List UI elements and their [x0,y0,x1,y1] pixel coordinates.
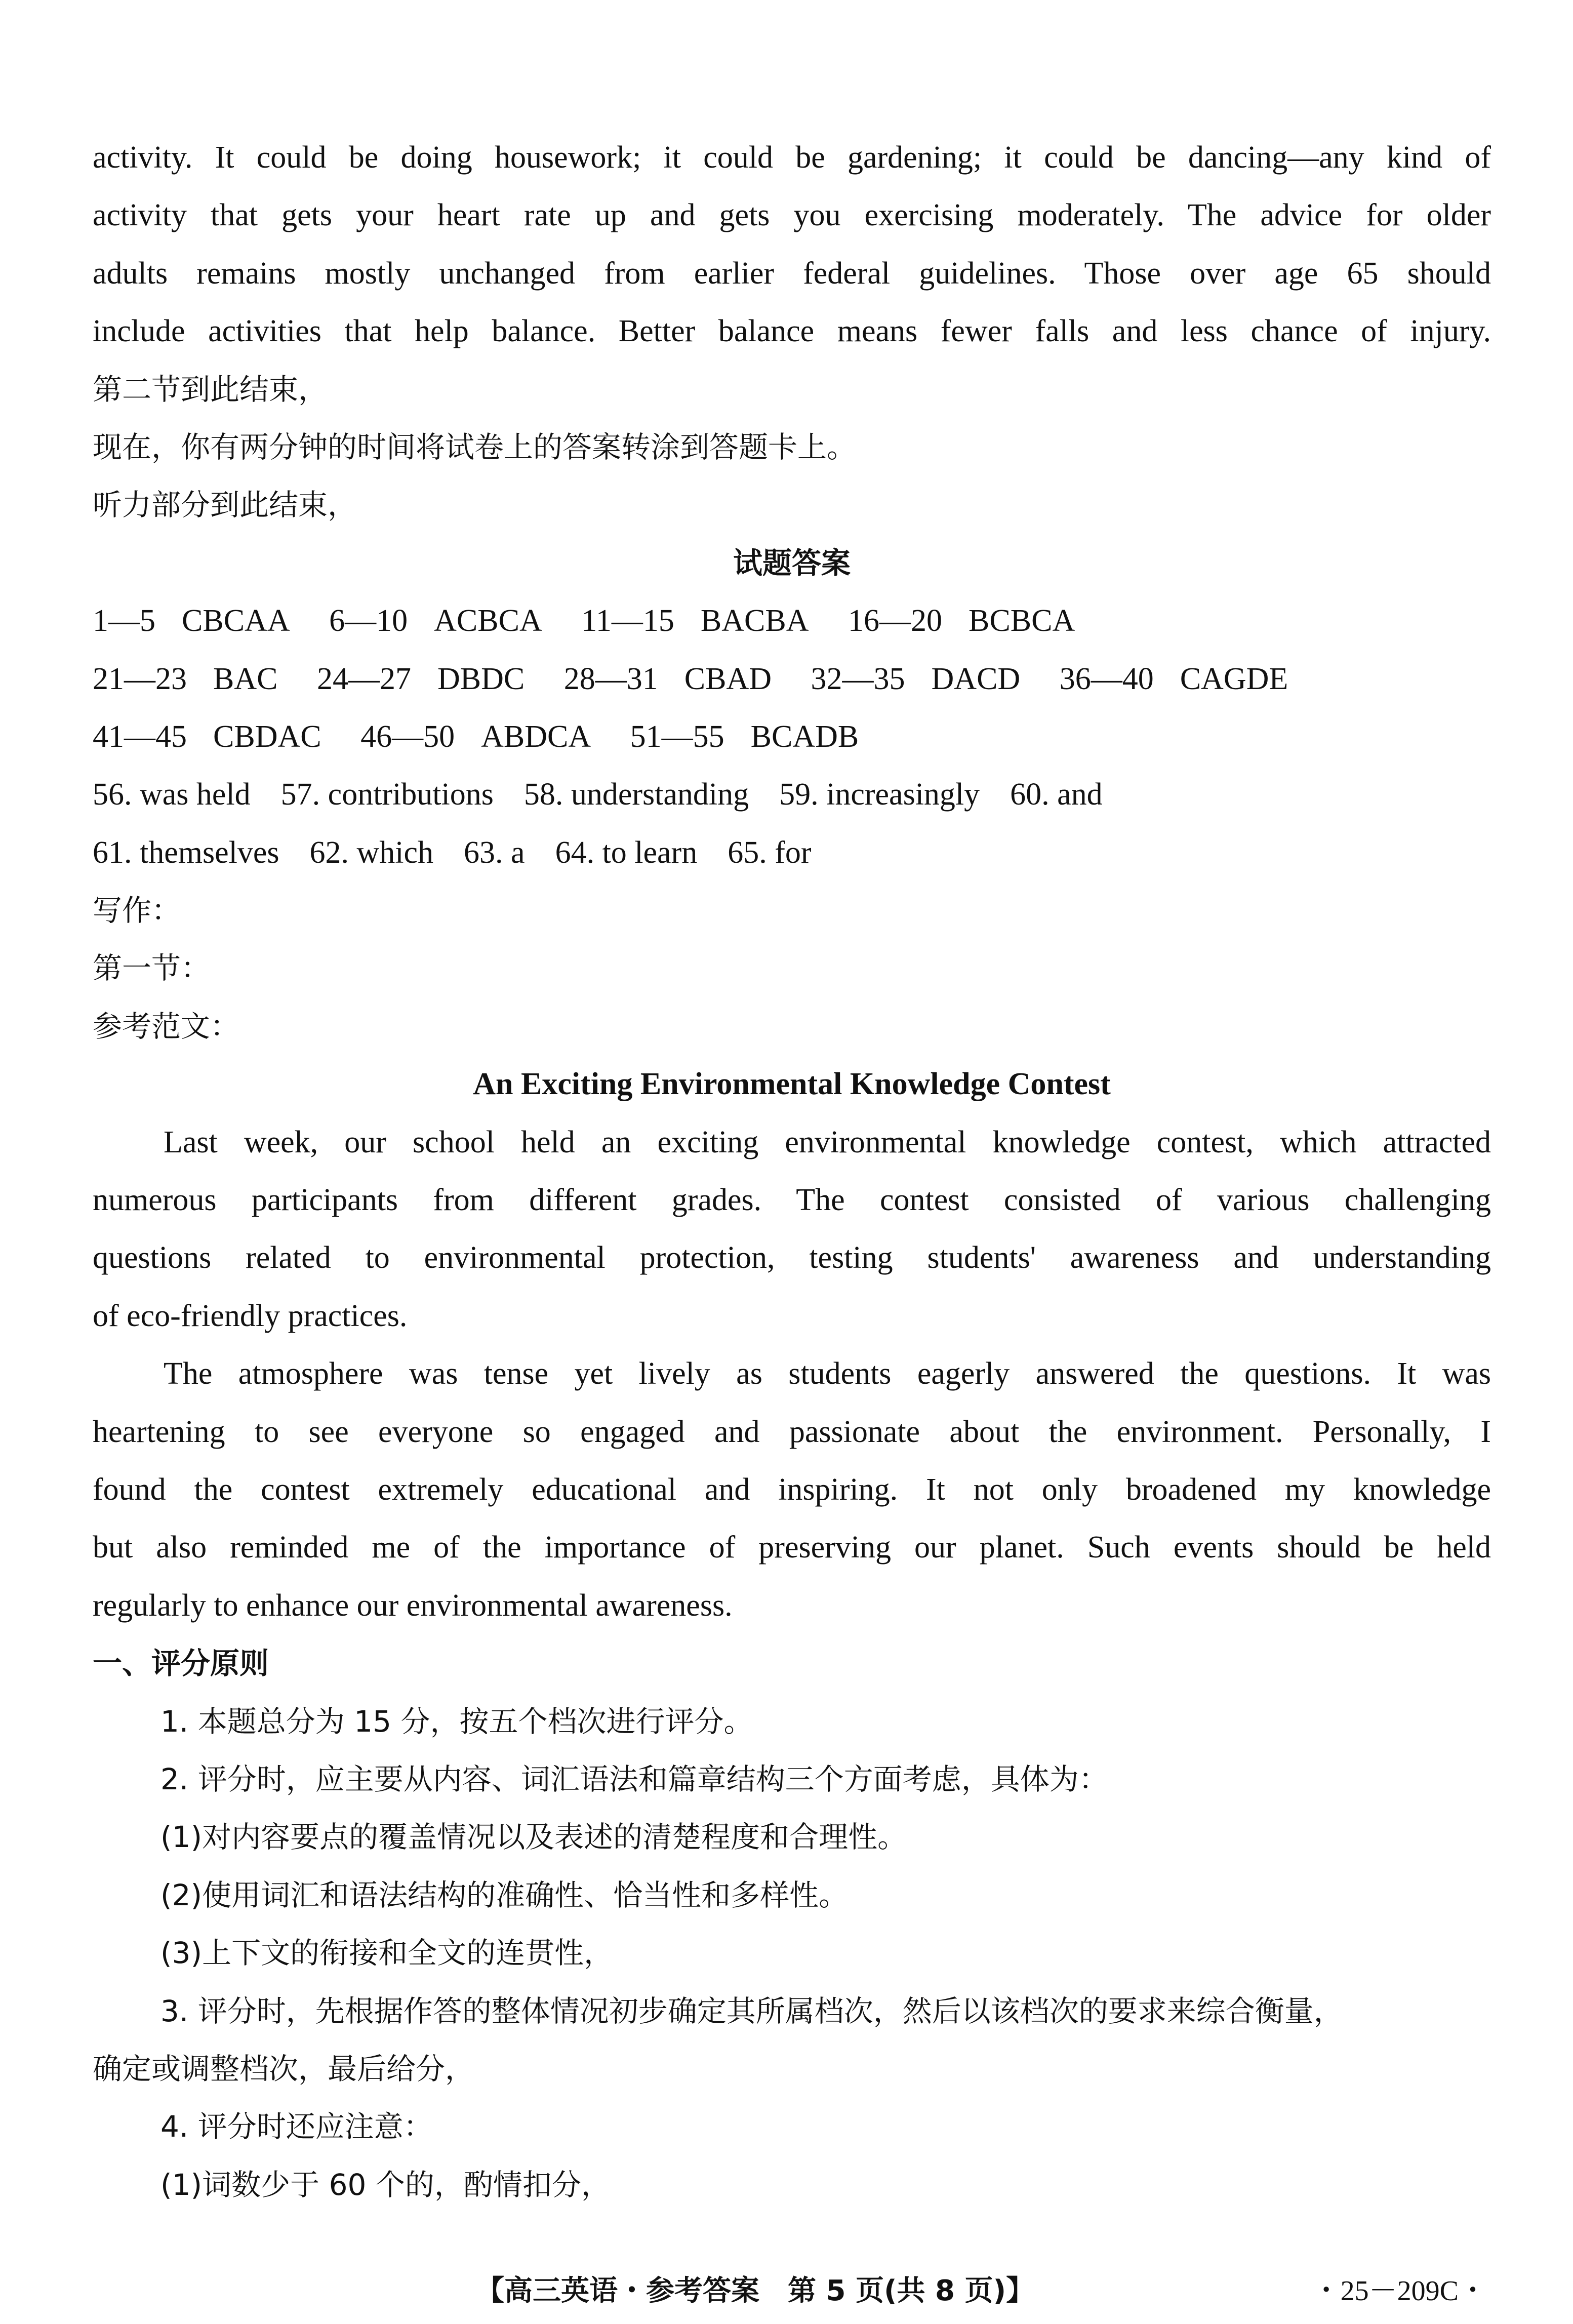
fill-answer: 56. was held [93,777,251,812]
fill-answer: 61. themselves [93,835,279,870]
fill-answer: 64. to learn [555,835,698,870]
fill-answer: 57. contributions [280,777,494,812]
note-line: 听力部分到此结束， [93,488,357,523]
range: 36—40 [1059,661,1154,696]
writing-label: 写作： [93,893,181,928]
scoring-line: 确定或调整档次，最后给分， [93,2051,475,2086]
scoring-line: 1. 本题总分为 15 分，按五个档次进行评分。 [160,1704,753,1739]
note-line: 现在，你有两分钟的时间将试卷上的答案转涂到答题卡上。 [93,429,857,464]
scoring-line: 4. 评分时还应注意： [160,2109,433,2144]
page-number-label: 【高三英语・参考答案 第 5 页(共 8 页)】 [476,2274,1035,2307]
essay-paragraph [93,1113,1491,1345]
range: 11—15 [581,604,674,638]
answer: BCBCA [969,604,1075,638]
range: 1—5 [93,604,155,638]
mc-answer-row [93,592,1491,650]
range: 41—45 [93,719,187,754]
essay-line: of eco-friendly practices. [93,1298,408,1333]
fill-answer: 65. for [728,835,812,870]
essay-line: regularly to enhance our environmental awareness. [93,1588,733,1623]
fill-answer: 59. increasingly [779,777,980,812]
answer: CBAD [684,661,772,696]
fill-answer: 58. understanding [523,777,749,812]
essay-paragraph [93,1345,1491,1634]
range: 16—20 [848,604,943,638]
scoring-line: (1)词数少于 60 个的，酌情扣分， [160,2167,611,2202]
essay-title: An Exciting Environmental Knowledge Contest [473,1067,1111,1102]
essay-line: The atmosphere was tense yet lively as students eagerly answered the questions. It was [164,1356,1491,1391]
range: 21—23 [93,661,187,696]
answer: CBDAC [213,719,321,754]
essay-line: heartening to see everyone so engaged and passionate about the environment. Personally, I [93,1414,1491,1449]
script-line: activity that gets your heart rate up and gets you exercising moderately. The advice for older [93,198,1491,233]
scoring-line: 2. 评分时，应主要从内容、词汇语法和篇章结构三个方面考虑，具体为： [160,1761,1108,1796]
note-line: 第二节到此结束， [93,372,328,407]
document-page [93,129,1491,2214]
sample-label: 参考范文： [93,1009,240,1044]
scoring-line: (2)使用词汇和语法结构的准确性、恰当性和多样性。 [160,1877,849,1912]
answer: ACBCA [434,604,542,638]
answers-title: 试题答案 [733,545,851,580]
essay-line: Last week, our school held an exciting environmental knowledge contest, which attracted [164,1125,1491,1159]
scoring-line: (3)上下文的衔接和全文的连贯性， [160,1936,614,1971]
answer: BACBA [700,604,809,638]
essay-line: but also reminded me of the importance of preserving our planet. Such events should be held [93,1530,1491,1565]
fill-answer: 62. which [309,835,434,870]
answer: CAGDE [1180,661,1288,696]
listening-script [93,129,1491,360]
range: 32—35 [811,661,905,696]
essay-line: questions related to environmental protection, testing students' awareness and understanding [93,1240,1491,1275]
answer: CBCAA [182,604,290,638]
essay-line: numerous participants from different grades. The contest consisted of various challenging [93,1183,1491,1218]
mc-answer-row [93,650,1491,708]
mc-answer-row [93,708,1491,766]
page-footer [0,2268,1573,2314]
answer: ABDCA [481,719,591,754]
script-line: activity. It could be doing housework; it could be gardening; it could be dancing—any kind of [93,140,1491,175]
script-line: adults remains mostly unchanged from earlier federal guidelines. Those over age 65 should [93,256,1491,291]
fill-answer-row [93,824,1491,881]
range: 46—50 [360,719,455,754]
answer: BCADB [750,719,859,754]
answer: DACD [931,661,1021,696]
answer: BAC [213,661,278,696]
fill-answer: 63. a [464,835,525,870]
fill-answer: 60. and [1010,777,1103,812]
script-line: include activities that help balance. Better balance means fewer falls and less chance of injury. [93,314,1491,349]
range: 24—27 [316,661,411,696]
essay-line: found the contest extremely educational and inspiring. It not only broadened my knowledge [93,1472,1491,1507]
scoring-line: 3. 评分时，先根据作答的整体情况初步确定其所属档次，然后以该档次的要求来综合衡量， [160,1993,1343,2028]
scoring-heading: 一、评分原则 [93,1646,269,1681]
scoring-line: (1)对内容要点的覆盖情况以及表述的清楚程度和合理性。 [160,1820,907,1855]
answer: DBDC [437,661,525,696]
range: 28—31 [563,661,658,696]
range: 51—55 [630,719,724,754]
section-label: 第一节： [93,951,211,986]
document-code: ・25－209C・ [1312,2275,1487,2307]
fill-answer-row [93,766,1491,823]
range: 6—10 [329,604,408,638]
